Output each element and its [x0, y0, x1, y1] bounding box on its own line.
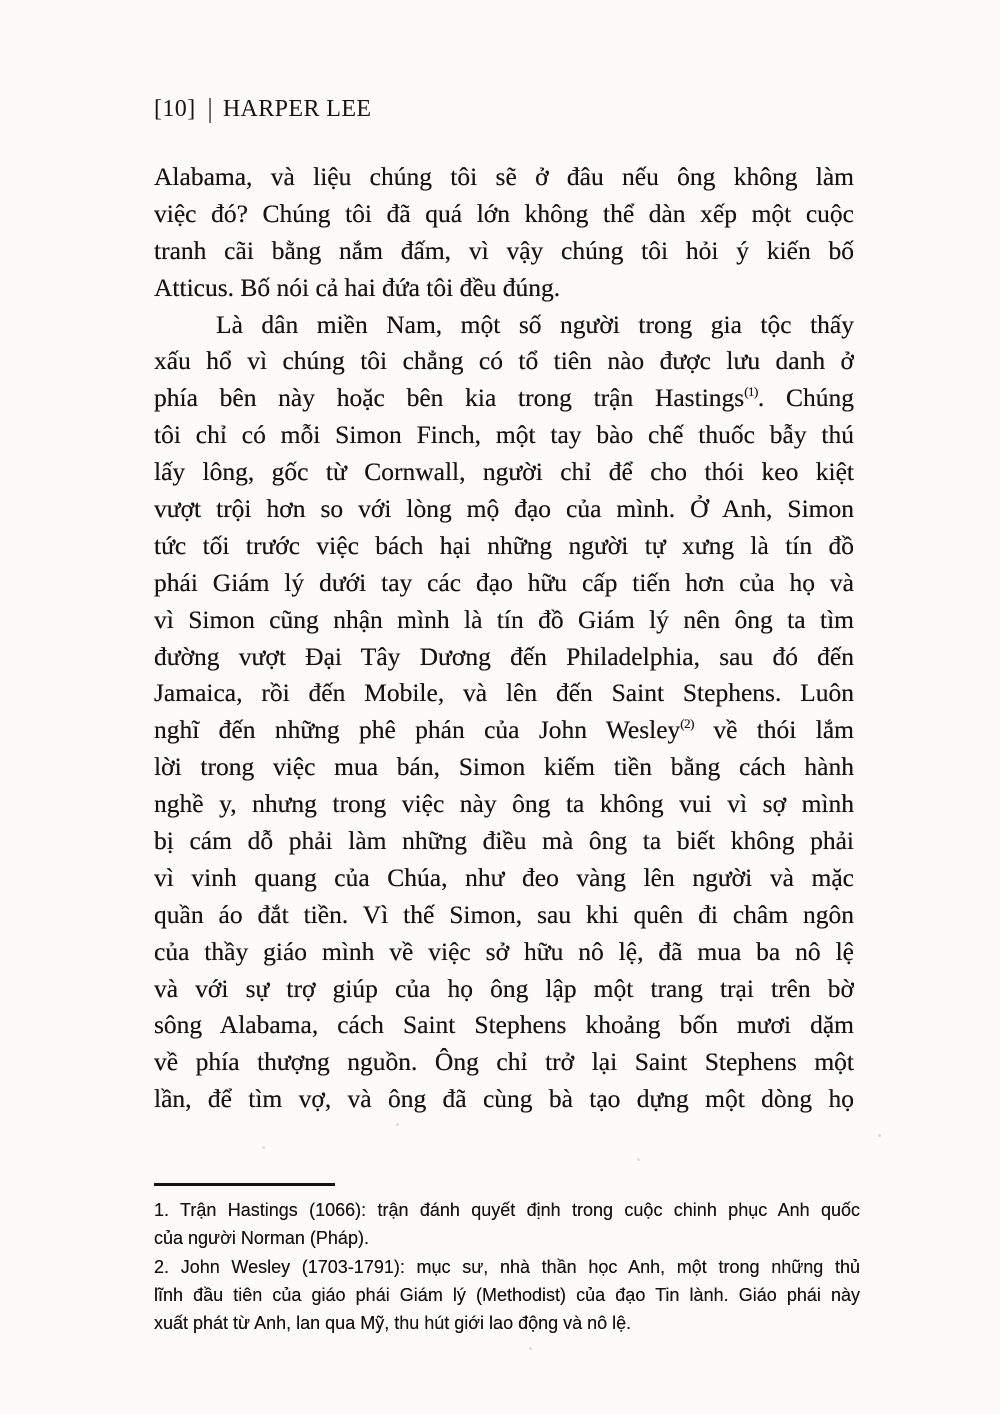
- body-line: và với sự trợ giúp của họ ông lập một trang trại trên bờ: [154, 973, 854, 1003]
- body-line: tranh cãi bằng nắm đấm, vì vậy chúng tôi hỏi ý kiến bố: [154, 235, 854, 265]
- body-line: phái Giám lý dưới tay các đạo hữu cấp tiến hơn của họ và: [154, 567, 854, 597]
- body-line: bị cám dỗ phải làm những điều mà ông ta biết không phải: [154, 826, 854, 856]
- footnote-reference: (1): [744, 383, 758, 399]
- body-line: về phía thượng nguồn. Ông chỉ trở lại Saint Stephens một: [154, 1047, 854, 1077]
- body-line: Jamaica, rồi đến Mobile, và lên đến Saint Stephens. Luôn: [154, 678, 854, 708]
- body-line: lời trong việc mua bán, Simon kiếm tiền bằng cách hành: [154, 752, 854, 782]
- footnotes-block: [154, 1196, 860, 1337]
- page-number: [10]: [154, 96, 196, 122]
- body-line: quần áo đắt tiền. Vì thế Simon, sau khi quên đi châm ngôn: [154, 899, 854, 929]
- running-header: [154, 95, 371, 123]
- body-line: tôi chỉ có mỗi Simon Finch, một tay bào chế thuốc bẫy thú: [154, 420, 854, 450]
- body-line: xấu hổ vì chúng tôi chẳng có tổ tiên nào được lưu danh ở: [154, 346, 854, 376]
- footnote-line: xuất phát từ Anh, lan qua Mỹ, thu hút giới lao động và nô lệ.: [154, 1313, 632, 1334]
- body-line: [154, 380, 854, 417]
- body-line: vì Simon cũng nhận mình là tín đồ Giám lý nên ông ta tìm: [154, 604, 854, 634]
- body-line: lấy lông, gốc từ Cornwall, người chỉ để cho thói keo kiệt: [154, 457, 854, 487]
- scan-noise-dot: [262, 1146, 265, 1149]
- body-line: [154, 712, 854, 749]
- body-line: nghề y, nhưng trong việc này ông ta không vui vì sợ mình: [154, 789, 854, 819]
- scan-noise-dot: [637, 1158, 640, 1161]
- body-line: của thầy giáo mình về việc sở hữu nô lệ, đã mua ba nô lệ: [154, 936, 854, 966]
- body-line: tức tối trước việc bách hại những người tự xưng là tín đồ: [154, 530, 854, 560]
- body-line: Alabama, và liệu chúng tôi sẽ ở đâu nếu ông không làm: [154, 162, 854, 191]
- body-line: sông Alabama, cách Saint Stephens khoảng bốn mươi dặm: [154, 1010, 854, 1040]
- line-text: phía bên này hoặc bên kia trong trận Hastings: [154, 383, 745, 413]
- footnote-reference: (2): [680, 715, 694, 731]
- header-divider: |: [207, 94, 213, 124]
- footnote-line: của người Norman (Pháp).: [154, 1228, 369, 1249]
- author-name: HARPER LEE: [222, 96, 372, 122]
- footnote-separator-rule: [154, 1183, 335, 1186]
- footnote-line: 1. Trận Hastings (1066): trận đánh quyết định trong cuộc chinh phục Anh quốc: [154, 1200, 860, 1220]
- body-text: [154, 159, 854, 1118]
- footnote-line: 2. John Wesley (1703-1791): mục sư, nhà thần học Anh, một trong những thủ: [154, 1256, 860, 1277]
- body-line: vì vinh quang của Chúa, như đeo vàng lên người và mặc: [154, 862, 854, 892]
- body-line: Là dân miền Nam, một số người trong gia tộc thấy: [216, 309, 854, 339]
- body-line: việc đó? Chúng tôi đã quá lớn không thể dàn xếp một cuộc: [154, 198, 854, 228]
- scan-noise-dot: [878, 1134, 881, 1137]
- footnote-line: lĩnh đầu tiên của giáo phái Giám lý (Methodist) của đạo Tin lành. Giáo phái này: [154, 1284, 860, 1305]
- scan-noise-dot: [396, 1123, 399, 1126]
- scan-noise-dot: [529, 1347, 532, 1350]
- body-line: Atticus. Bố nói cả hai đứa tôi đều đúng.: [154, 272, 561, 302]
- line-text: nghĩ đến những phê phán của John Wesley: [154, 715, 681, 745]
- body-line: đường vượt Đại Tây Dương đến Philadelphia, sau đó đến: [154, 641, 854, 671]
- line-text: . Chúng: [757, 383, 854, 413]
- body-line: lần, để tìm vợ, và ông đã cùng bà tạo dựng một dòng họ: [154, 1084, 854, 1114]
- body-line: vượt trội hơn so với lòng mộ đạo của mình. Ở Anh, Simon: [154, 494, 854, 524]
- line-text: về thói lắm: [693, 715, 854, 745]
